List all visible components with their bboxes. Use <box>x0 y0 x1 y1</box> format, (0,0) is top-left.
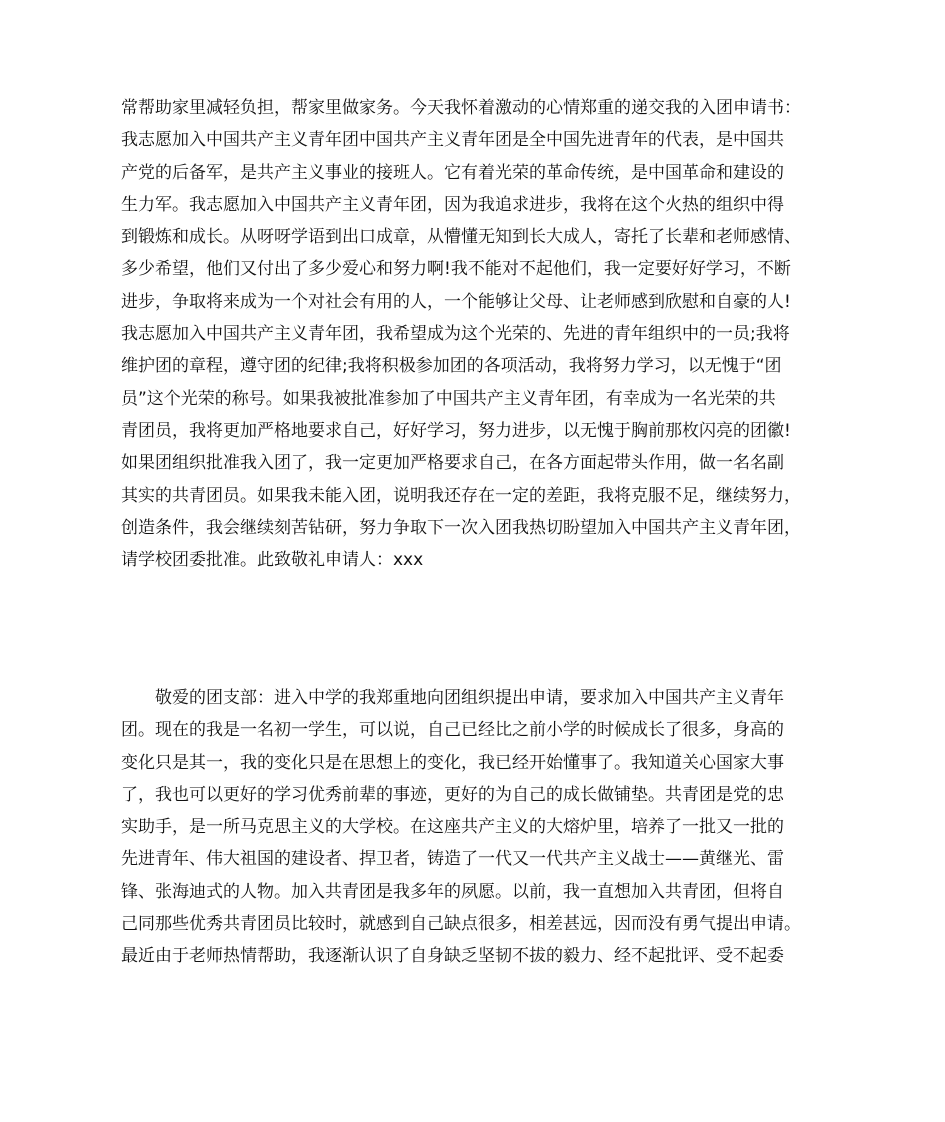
text-line: 生力军。我志愿加入中国共产主义青年团，因为我追求进步，我将在这个火热的组织中得 <box>121 194 784 215</box>
text-line: 锋、张海迪式的人物。加入共青团是我多年的夙愿。以前，我一直想加入共青团，但将自 <box>121 881 784 902</box>
text-line: 我志愿加入中国共产主义青年团中国共产主义青年团是全中国先进青年的代表，是中国共 <box>121 130 784 151</box>
text-line: 青团员，我将更加严格地要求自己，好好学习，努力进步，以无愧于胸前那枚闪亮的团徽! <box>121 420 791 441</box>
text-line: 请学校团委批准。此致敬礼申请人：xxx <box>121 550 424 571</box>
text-line: 己同那些优秀共青团员比较时，就感到自己缺点很多，相差甚远，因而没有勇气提出申请。 <box>121 914 801 935</box>
paragraph-second-letter <box>121 682 827 973</box>
text-line: 多少希望，他们又付出了多少爱心和努力啊!我不能对不起他们，我一定要好好学习，不断 <box>121 259 791 280</box>
text-line: 到锻炼和成长。从呀呀学语到出口成章，从懵懂无知到长大成人，寄托了长辈和老师感情、 <box>121 227 801 248</box>
text-line: 先进青年、伟大祖国的建设者、捍卫者，铸造了一代又一代共产主义战士——黄继光、雷 <box>121 849 784 870</box>
text-line-first: 敬爱的团支部：进入中学的我郑重地向团组织提出申请，要求加入中国共产主义青年 <box>155 688 784 708</box>
text-line: 团。现在的我是一名初一学生，可以说，自己已经比之前小学的时候成长了很多，身高的 <box>121 720 784 741</box>
text-line: 维护团的章程，遵守团的纪律;我将积极参加团的各项活动，我将努力学习，以无愧于“团 <box>121 356 782 377</box>
text-line: 了，我也可以更好的学习优秀前辈的事迹，更好的为自己的成长做铺垫。共青团是党的忠 <box>121 784 784 805</box>
text-line: 最近由于老师热情帮助，我逐渐认识了自身缺乏坚韧不拔的毅力、经不起批评、受不起委 <box>121 946 784 967</box>
text-line: 常帮助家里减轻负担，帮家里做家务。今天我怀着激动的心情郑重的递交我的入团申请书： <box>121 98 801 118</box>
text-line: 如果团组织批准我入团了，我一定更加严格要求自己，在各方面起带头作用，做一名名副 <box>121 453 784 474</box>
text-line: 我志愿加入中国共产主义青年团，我希望成为这个光荣的、先进的青年组织中的一员;我将 <box>121 324 790 345</box>
text-line: 变化只是其一，我的变化只是在思想上的变化，我已经开始懂事了。我知道关心国家大事 <box>121 752 784 773</box>
paragraph-application-letter <box>121 92 827 576</box>
text-line: 实助手，是一所马克思主义的大学校。在这座共产主义的大熔炉里，培养了一批又一批的 <box>121 817 784 838</box>
text-line: 产党的后备军，是共产主义事业的接班人。它有着光荣的革命传统，是中国革命和建设的 <box>121 162 784 183</box>
text-line: 其实的共青团员。如果我未能入团，说明我还存在一定的差距，我将克服不足，继续努力， <box>121 485 801 506</box>
text-line: 创造条件，我会继续刻苦钻研，努力争取下一次入团我热切盼望加入中国共产主义青年团， <box>121 517 801 538</box>
text-line: 员”这个光荣的称号。如果我被批准参加了中国共产主义青年团，有幸成为一名光荣的共 <box>121 388 776 409</box>
text-line: 进步，争取将来成为一个对社会有用的人，一个能够让父母、让老师感到欣慰和自豪的人! <box>121 291 791 312</box>
